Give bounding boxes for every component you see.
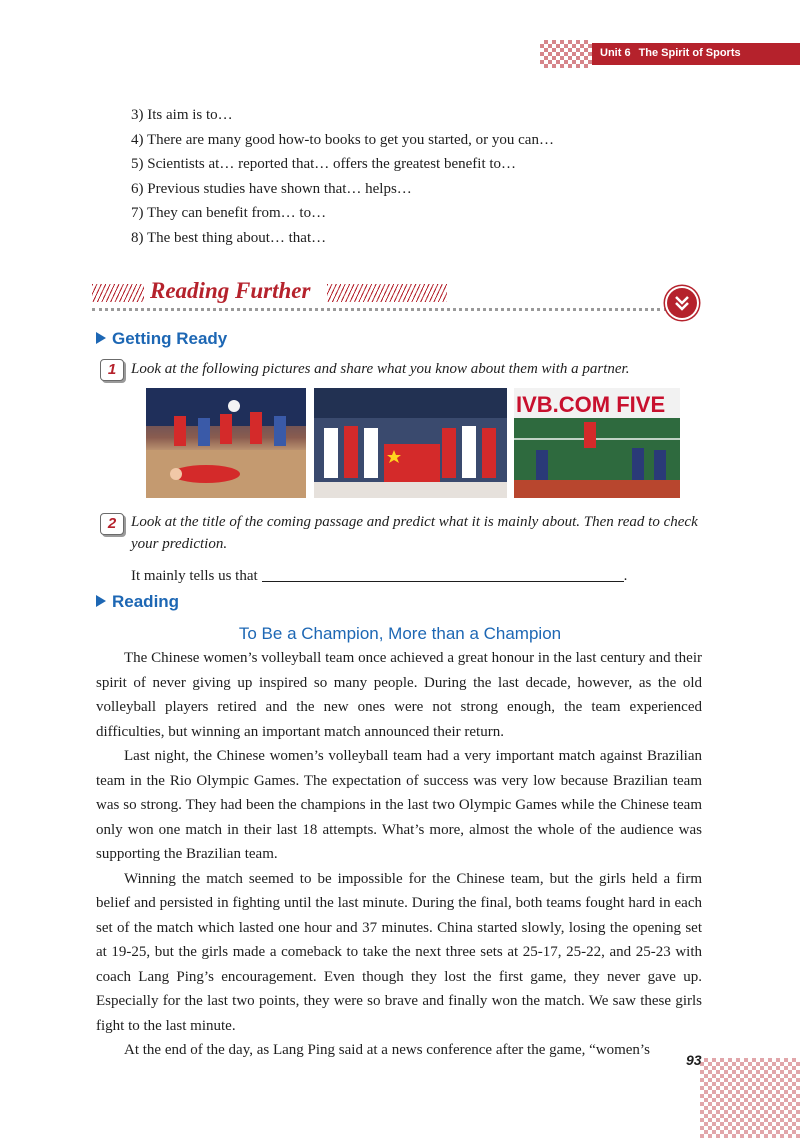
volleyball-dive-photo — [146, 388, 306, 498]
list-item: 7) They can benefit from… to… — [131, 205, 327, 221]
running-header — [600, 47, 741, 59]
section-banner — [92, 278, 702, 314]
passage-paragraph: Last night, the Chinese women’s volleyball team had a very important match against Brazilian team in the Rio Olympic Games. The expectation of success was very low because Brazilian team was so strong. They had been the champions in the last two Olympic Games while the Chinese team only won one match in their last 18 attempts. What’s more, almost the whole of the audience was supporting the Brazilian team. — [96, 748, 702, 862]
banner-dotted-rule — [92, 308, 667, 311]
triangle-bullet-icon — [96, 332, 106, 344]
task-number-badge: 1 — [100, 359, 124, 381]
unit-title: The Spirit of Sports — [638, 47, 741, 59]
list-item: 6) Previous studies have shown that… helps… — [131, 180, 412, 197]
triangle-bullet-icon — [96, 595, 106, 607]
fill-prefix: It mainly tells us that — [131, 568, 258, 584]
list-item: 8) The best thing about… that… — [131, 229, 327, 246]
list-item: 5) Scientists at… reported that… offers the greatest benefit to… — [131, 156, 517, 172]
banner-hatch-left — [92, 284, 144, 302]
unit-label: Unit 6 — [600, 47, 631, 59]
banner-hatch-right — [327, 284, 447, 302]
phrase-list — [131, 103, 554, 250]
passage-title: To Be a Champion, More than a Champion — [238, 624, 562, 643]
answer-blank[interactable] — [262, 567, 624, 582]
page-number: 93 — [686, 1052, 702, 1068]
arena-banner-text: IVB.COM FIVE — [516, 392, 666, 417]
header-pixel-pattern — [540, 40, 592, 68]
passage-paragraph: Winning the match seemed to be impossible for the Chinese team, but the girls held a firm belief and persisted in fighting until the last minute. During the final, both teams fought hard in each set of the match which lasted one hour and 37 minutes. China started slowly, losing the opening set at 19-25, but the girls made a comeback to take the next three sets at 25-17, 25-22, and 25-23 with coach Lang Ping’s encouragement. Even though they lost the first game, they never gave up. Especially for the last two points, they were so brave and finally won the match. We saw these girls fight to the last minute. — [96, 870, 702, 1034]
passage-paragraph: The Chinese women’s volleyball team once achieved a great honour in the last century and their spirit of never giving up inspired so many people. During the last decade, however, as the old volleyball players retired and the new ones were not strong enough, the team experienced difficulties, but winning an important match announced their return. — [96, 650, 702, 740]
team-celebration-flag-photo — [314, 388, 507, 498]
passage-paragraph: At the end of the day, as Lang Ping said at a news conference after the game, “women’s — [124, 1042, 650, 1058]
section-title: Reading Further — [150, 278, 311, 303]
list-item: 4) There are many good how-to books to get you started, or you can… — [131, 131, 554, 148]
task-number-badge: 2 — [100, 513, 124, 535]
reading-label: Reading — [112, 592, 180, 611]
double-chevron-down-icon — [667, 288, 697, 318]
list-item: 3) Its aim is to… — [131, 107, 233, 123]
passage-body — [96, 646, 702, 1063]
prediction-fill-line — [131, 567, 627, 585]
getting-ready-label: Getting Ready — [112, 329, 228, 348]
task-2-instruction: Look at the title of the coming passage and predict what it is mainly about. Then read to check your prediction. — [131, 514, 698, 552]
reading-heading — [96, 592, 179, 612]
volleyball-spike-photo — [514, 388, 680, 498]
getting-ready-heading — [96, 329, 227, 349]
task-1-instruction: Look at the following pictures and share what you know about them with a partner. — [131, 361, 630, 377]
footer-pixel-pattern — [700, 1058, 800, 1138]
fill-suffix: . — [623, 568, 628, 584]
